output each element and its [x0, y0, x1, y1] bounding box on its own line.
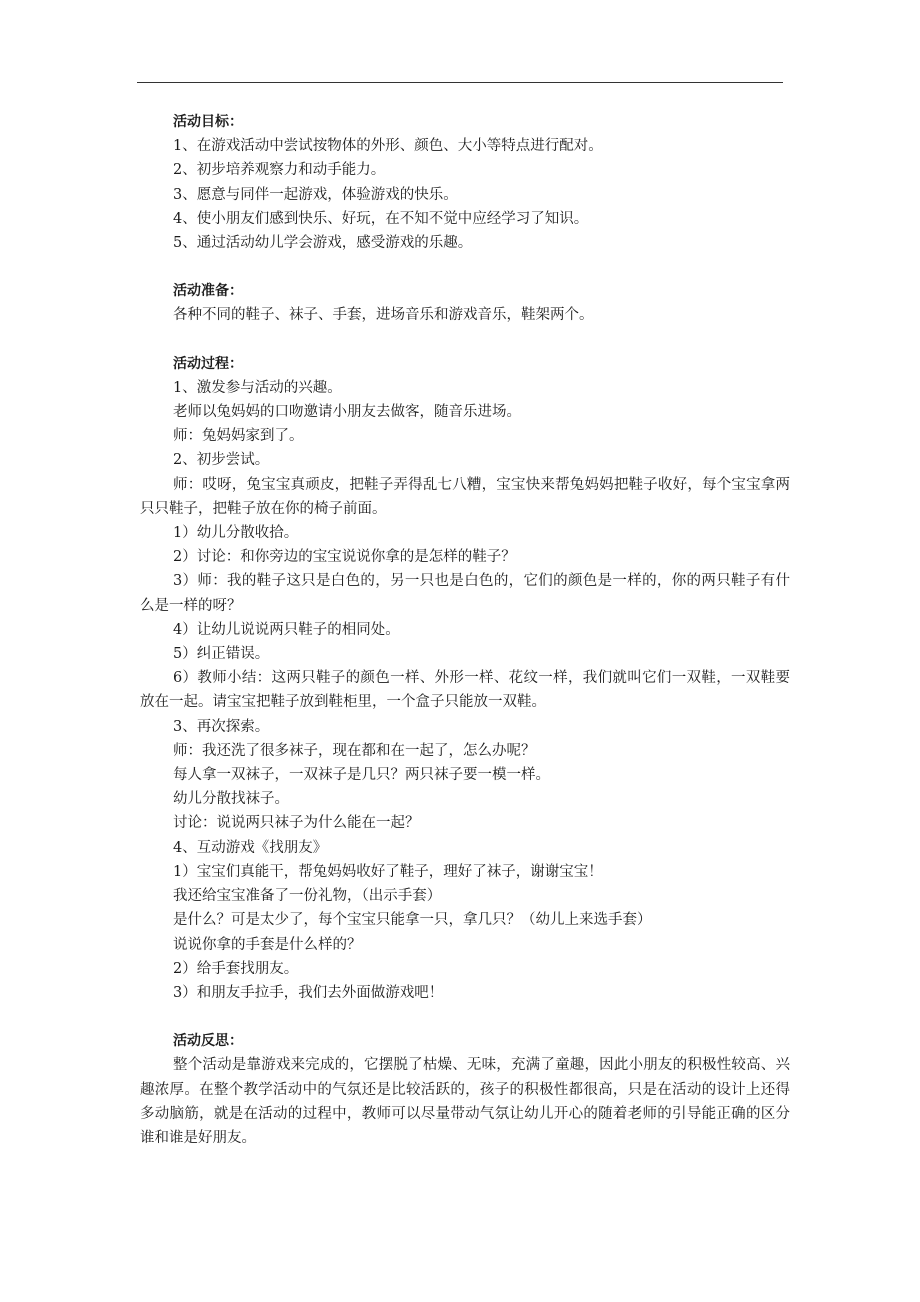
process-line: 1）宝宝们真能干，帮兔妈妈收好了鞋子，理好了袜子，谢谢宝宝！: [173, 863, 603, 880]
reflection-heading: 活动反思：: [173, 1033, 243, 1050]
reflection-paragraph: 整个活动是靠游戏来完成的，它摆脱了枯燥、无味，充满了童趣，因此小朋友的积极性较高、兴趣浓厚。在整个教学活动中的气氛还是比较活跃的，孩子的积极性都很高，只是在活动的设计上还得多动脑筋，就是在活动的过程中，教师可以尽量带动气氛让幼儿开心的随着老师的引导能正确的区分谁和谁是好朋友。: [140, 1057, 790, 1146]
process-line: 是什么？可是太少了，每个宝宝只能拿一只，拿几只？（幼儿上来选手套）: [173, 912, 652, 929]
process-line: 幼儿分散找袜子。: [173, 791, 289, 808]
process-paragraph: 师：哎呀，兔宝宝真顽皮，把鞋子弄得乱七八糟，宝宝快来帮兔妈妈把鞋子收好，每个宝宝拿两只只鞋子，把鞋子放在你的椅子前面。: [140, 476, 790, 517]
preparation-text: 各种不同的鞋子、袜子、手套，进场音乐和游戏音乐，鞋架两个。: [173, 307, 594, 324]
process-line: 2）讨论：和你旁边的宝宝说说你拿的是怎样的鞋子？: [173, 549, 516, 566]
process-line: 师：我还洗了很多袜子，现在都和在一起了，怎么办呢？: [173, 742, 536, 759]
preparation-heading: 活动准备：: [173, 283, 243, 300]
process-line: 1、激发参与活动的兴趣。: [173, 379, 342, 396]
goal-item: 3、愿意与同伴一起游戏，体验游戏的快乐。: [173, 186, 458, 203]
section-gap: [140, 328, 790, 352]
process-paragraph: 6）教师小结：这两只鞋子的颜色一样、外形一样、花纹一样，我们就叫它们一双鞋，一双鞋要放在一起。请宝宝把鞋子放到鞋柜里，一个盒子只能放一双鞋。: [140, 670, 790, 711]
goal-item: 1、在游戏活动中尝试按物体的外形、颜色、大小等特点进行配对。: [173, 138, 603, 155]
process-line: 每人拿一双袜子，一双袜子是几只？两只袜子要一模一样。: [173, 767, 550, 784]
process-line: 4、互动游戏《找朋友》: [173, 839, 328, 856]
goals-heading: 活动目标：: [173, 114, 243, 130]
process-line: 说说你拿的手套是什么样的？: [173, 936, 362, 953]
process-line: 1）幼儿分散收拾。: [173, 525, 299, 542]
section-gap: [140, 1005, 790, 1029]
process-line: 讨论：说说两只袜子为什么能在一起？: [173, 815, 420, 832]
process-line: 老师以兔妈妈的口吻邀请小朋友去做客，随音乐进场。: [173, 404, 521, 421]
header-rule: [137, 82, 783, 83]
process-line: 5）纠正错误。: [173, 646, 270, 663]
process-line: 3、再次探索。: [173, 718, 270, 735]
process-line: 师：兔妈妈家到了。: [173, 428, 304, 445]
process-paragraph: 3）师：我的鞋子这只是白色的，另一只也是白色的，它们的颜色是一样的，你的两只鞋子有什么是一样的呀？: [140, 573, 790, 614]
goal-item: 4、使小朋友们感到快乐、好玩，在不知不觉中应经学习了知识。: [173, 210, 589, 227]
process-line: 2、初步尝试。: [173, 452, 270, 469]
goal-item: 5、通过活动幼儿学会游戏，感受游戏的乐趣。: [173, 235, 473, 252]
section-gap: [140, 255, 790, 279]
process-line: 3）和朋友手拉手，我们去外面做游戏吧！: [173, 984, 444, 1001]
goal-item: 2、初步培养观察力和动手能力。: [173, 162, 386, 179]
process-line: 4）让幼儿说说两只鞋子的相同处。: [173, 621, 400, 638]
process-line: 2）给手套找朋友。: [173, 960, 299, 977]
process-line: 我还给宝宝准备了一份礼物，（出示手套）: [173, 888, 442, 905]
process-heading: 活动过程：: [173, 355, 243, 372]
document-body: [140, 110, 790, 1150]
